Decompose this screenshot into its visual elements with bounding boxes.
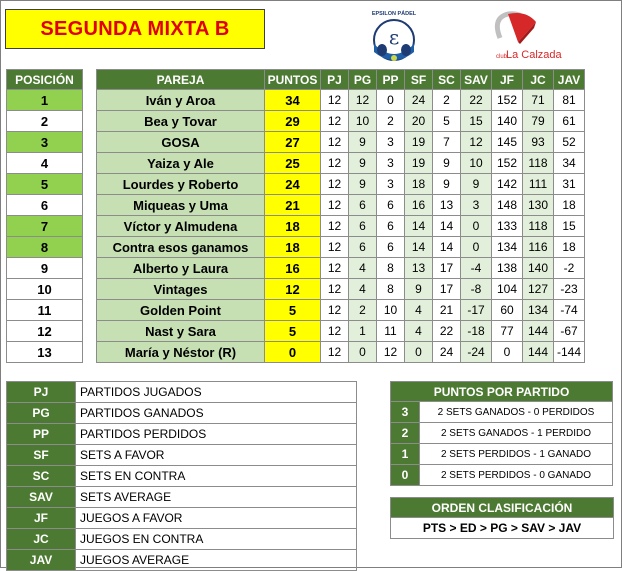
pg-cell: 6 bbox=[349, 216, 377, 237]
legend-row bbox=[7, 403, 357, 424]
pareja-cell: Yaiza y Ale bbox=[97, 153, 265, 174]
orden-clasificacion-table bbox=[390, 497, 614, 539]
header-jc: JC bbox=[523, 70, 554, 90]
table-row bbox=[97, 216, 585, 237]
points-value: 2 bbox=[391, 423, 420, 444]
jc-cell: 118 bbox=[523, 153, 554, 174]
pj-cell: 12 bbox=[321, 153, 349, 174]
table-row bbox=[97, 174, 585, 195]
jc-cell: 79 bbox=[523, 111, 554, 132]
header-posicion: POSICIÓN bbox=[7, 70, 83, 90]
pp-cell: 3 bbox=[377, 174, 405, 195]
pareja-cell: Vintages bbox=[97, 279, 265, 300]
jav-cell: 18 bbox=[554, 237, 585, 258]
puntos-cell: 5 bbox=[265, 300, 321, 321]
sc-cell: 2 bbox=[433, 90, 461, 111]
pp-cell: 6 bbox=[377, 237, 405, 258]
legend-description: PARTIDOS PERDIDOS bbox=[76, 424, 357, 445]
sf-cell: 16 bbox=[405, 195, 433, 216]
pareja-cell: Contra esos ganamos bbox=[97, 237, 265, 258]
sav-cell: -8 bbox=[461, 279, 492, 300]
sav-cell: -24 bbox=[461, 342, 492, 363]
sav-cell: -4 bbox=[461, 258, 492, 279]
position-cell: 10 bbox=[7, 279, 83, 300]
sf-cell: 19 bbox=[405, 132, 433, 153]
sf-cell: 4 bbox=[405, 321, 433, 342]
sc-cell: 21 bbox=[433, 300, 461, 321]
pareja-cell: María y Néstor (R) bbox=[97, 342, 265, 363]
svg-text:ε: ε bbox=[388, 25, 400, 49]
pj-cell: 12 bbox=[321, 300, 349, 321]
legend-row bbox=[7, 382, 357, 403]
legend-row bbox=[7, 445, 357, 466]
position-cell: 8 bbox=[7, 237, 83, 258]
pg-cell: 0 bbox=[349, 342, 377, 363]
pp-cell: 6 bbox=[377, 216, 405, 237]
pareja-cell: Iván y Aroa bbox=[97, 90, 265, 111]
jav-cell: -74 bbox=[554, 300, 585, 321]
header-sav: SAV bbox=[461, 70, 492, 90]
puntos-cell: 5 bbox=[265, 321, 321, 342]
orden-clasificacion-title: ORDEN CLASIFICACIÓN bbox=[391, 498, 614, 518]
pg-cell: 1 bbox=[349, 321, 377, 342]
jav-cell: -23 bbox=[554, 279, 585, 300]
jc-cell: 144 bbox=[523, 321, 554, 342]
pp-cell: 6 bbox=[377, 195, 405, 216]
puntos-cell: 25 bbox=[265, 153, 321, 174]
pg-cell: 4 bbox=[349, 258, 377, 279]
puntos-cell: 18 bbox=[265, 216, 321, 237]
header-puntos: PUNTOS bbox=[265, 70, 321, 90]
header-jav: JAV bbox=[554, 70, 585, 90]
jf-cell: 140 bbox=[492, 111, 523, 132]
legend-key: PP bbox=[7, 424, 76, 445]
jav-cell: 15 bbox=[554, 216, 585, 237]
jf-cell: 145 bbox=[492, 132, 523, 153]
jf-cell: 133 bbox=[492, 216, 523, 237]
puntos-cell: 16 bbox=[265, 258, 321, 279]
legend-key: PG bbox=[7, 403, 76, 424]
pg-cell: 6 bbox=[349, 237, 377, 258]
jf-cell: 60 bbox=[492, 300, 523, 321]
header-pp: PP bbox=[377, 70, 405, 90]
la-calzada-logo bbox=[478, 8, 562, 64]
sav-cell: 0 bbox=[461, 237, 492, 258]
sav-cell: 22 bbox=[461, 90, 492, 111]
jav-cell: -2 bbox=[554, 258, 585, 279]
sc-cell: 5 bbox=[433, 111, 461, 132]
sav-cell: 9 bbox=[461, 174, 492, 195]
table-row bbox=[97, 132, 585, 153]
jf-cell: 142 bbox=[492, 174, 523, 195]
legend-table bbox=[6, 381, 357, 571]
sc-cell: 17 bbox=[433, 279, 461, 300]
table-row bbox=[97, 153, 585, 174]
legend-description: PARTIDOS GANADOS bbox=[76, 403, 357, 424]
jav-cell: 31 bbox=[554, 174, 585, 195]
legend-row bbox=[7, 529, 357, 550]
pj-cell: 12 bbox=[321, 237, 349, 258]
position-cell: 6 bbox=[7, 195, 83, 216]
puntos-cell: 0 bbox=[265, 342, 321, 363]
pareja-cell: Nast y Sara bbox=[97, 321, 265, 342]
sav-cell: 12 bbox=[461, 132, 492, 153]
legend-description: PARTIDOS JUGADOS bbox=[76, 382, 357, 403]
position-cell: 12 bbox=[7, 321, 83, 342]
pp-cell: 8 bbox=[377, 279, 405, 300]
position-cell: 1 bbox=[7, 90, 83, 111]
pj-cell: 12 bbox=[321, 195, 349, 216]
pj-cell: 12 bbox=[321, 132, 349, 153]
jc-cell: 144 bbox=[523, 342, 554, 363]
jf-cell: 0 bbox=[492, 342, 523, 363]
jav-cell: -67 bbox=[554, 321, 585, 342]
pp-cell: 3 bbox=[377, 153, 405, 174]
header-pj: PJ bbox=[321, 70, 349, 90]
jc-cell: 93 bbox=[523, 132, 554, 153]
legend-key: JAV bbox=[7, 550, 76, 571]
pareja-cell: Miqueas y Uma bbox=[97, 195, 265, 216]
points-value: 0 bbox=[391, 465, 420, 486]
points-description: 2 SETS PERDIDOS - 0 GANADO bbox=[420, 465, 613, 486]
legend-description: JUEGOS A FAVOR bbox=[76, 508, 357, 529]
pg-cell: 6 bbox=[349, 195, 377, 216]
pg-cell: 9 bbox=[349, 153, 377, 174]
pj-cell: 12 bbox=[321, 174, 349, 195]
sc-cell: 14 bbox=[433, 237, 461, 258]
jc-cell: 134 bbox=[523, 300, 554, 321]
sf-cell: 9 bbox=[405, 279, 433, 300]
puntos-cell: 12 bbox=[265, 279, 321, 300]
legend-key: SAV bbox=[7, 487, 76, 508]
sav-cell: 15 bbox=[461, 111, 492, 132]
position-cell: 3 bbox=[7, 132, 83, 153]
legend-key: JC bbox=[7, 529, 76, 550]
puntos-cell: 21 bbox=[265, 195, 321, 216]
jc-cell: 118 bbox=[523, 216, 554, 237]
sc-cell: 7 bbox=[433, 132, 461, 153]
position-cell: 9 bbox=[7, 258, 83, 279]
position-table bbox=[6, 69, 83, 363]
header-sf: SF bbox=[405, 70, 433, 90]
svg-text:EPSILON PÁDEL: EPSILON PÁDEL bbox=[371, 11, 417, 17]
jf-cell: 77 bbox=[492, 321, 523, 342]
puntos-cell: 34 bbox=[265, 90, 321, 111]
pp-cell: 12 bbox=[377, 342, 405, 363]
sc-cell: 9 bbox=[433, 174, 461, 195]
jc-cell: 111 bbox=[523, 174, 554, 195]
pj-cell: 12 bbox=[321, 90, 349, 111]
pj-cell: 12 bbox=[321, 216, 349, 237]
pg-cell: 4 bbox=[349, 279, 377, 300]
sf-cell: 0 bbox=[405, 342, 433, 363]
pp-cell: 10 bbox=[377, 300, 405, 321]
legend-key: PJ bbox=[7, 382, 76, 403]
sc-cell: 9 bbox=[433, 153, 461, 174]
epsilon-padel-logo bbox=[365, 8, 423, 64]
points-description: 2 SETS GANADOS - 1 PERDIDO bbox=[420, 423, 613, 444]
jc-cell: 127 bbox=[523, 279, 554, 300]
sf-cell: 19 bbox=[405, 153, 433, 174]
puntos-cell: 27 bbox=[265, 132, 321, 153]
table-row bbox=[97, 111, 585, 132]
legend-description: SETS EN CONTRA bbox=[76, 466, 357, 487]
sc-cell: 14 bbox=[433, 216, 461, 237]
legend-description: SETS AVERAGE bbox=[76, 487, 357, 508]
sav-cell: -18 bbox=[461, 321, 492, 342]
table-row bbox=[97, 258, 585, 279]
sf-cell: 14 bbox=[405, 216, 433, 237]
pareja-cell: Víctor y Almudena bbox=[97, 216, 265, 237]
jav-cell: 18 bbox=[554, 195, 585, 216]
jav-cell: 61 bbox=[554, 111, 585, 132]
header-pareja: PAREJA bbox=[97, 70, 265, 90]
sf-cell: 4 bbox=[405, 300, 433, 321]
position-cell: 5 bbox=[7, 174, 83, 195]
jav-cell: 81 bbox=[554, 90, 585, 111]
svg-text:club: club bbox=[496, 54, 508, 60]
pj-cell: 12 bbox=[321, 279, 349, 300]
pg-cell: 10 bbox=[349, 111, 377, 132]
jc-cell: 140 bbox=[523, 258, 554, 279]
table-row bbox=[97, 279, 585, 300]
puntos-cell: 18 bbox=[265, 237, 321, 258]
legend-row bbox=[7, 508, 357, 529]
sav-cell: 0 bbox=[461, 216, 492, 237]
table-row bbox=[97, 237, 585, 258]
jf-cell: 134 bbox=[492, 237, 523, 258]
sc-cell: 24 bbox=[433, 342, 461, 363]
jav-cell: -144 bbox=[554, 342, 585, 363]
jf-cell: 148 bbox=[492, 195, 523, 216]
pp-cell: 2 bbox=[377, 111, 405, 132]
sav-cell: -17 bbox=[461, 300, 492, 321]
svg-text:La Calzada: La Calzada bbox=[506, 49, 562, 61]
puntos-por-partido-title: PUNTOS POR PARTIDO bbox=[391, 382, 613, 402]
table-row bbox=[97, 195, 585, 216]
sf-cell: 13 bbox=[405, 258, 433, 279]
table-row bbox=[97, 300, 585, 321]
legend-key: SF bbox=[7, 445, 76, 466]
legend-row bbox=[7, 424, 357, 445]
sf-cell: 14 bbox=[405, 237, 433, 258]
header-jf: JF bbox=[492, 70, 523, 90]
jc-cell: 130 bbox=[523, 195, 554, 216]
pareja-cell: GOSA bbox=[97, 132, 265, 153]
table-row bbox=[97, 90, 585, 111]
table-row bbox=[97, 342, 585, 363]
points-description: 2 SETS PERDIDOS - 1 GANADO bbox=[420, 444, 613, 465]
legend-key: SC bbox=[7, 466, 76, 487]
position-cell: 13 bbox=[7, 342, 83, 363]
pp-cell: 11 bbox=[377, 321, 405, 342]
legend-description: SETS A FAVOR bbox=[76, 445, 357, 466]
position-cell: 7 bbox=[7, 216, 83, 237]
pj-cell: 12 bbox=[321, 321, 349, 342]
sf-cell: 24 bbox=[405, 90, 433, 111]
sf-cell: 20 bbox=[405, 111, 433, 132]
puntos-cell: 24 bbox=[265, 174, 321, 195]
legend-row bbox=[7, 466, 357, 487]
orden-clasificacion-value: PTS > ED > PG > SAV > JAV bbox=[391, 518, 614, 539]
points-description: 2 SETS GANADOS - 0 PERDIDOS bbox=[420, 402, 613, 423]
pg-cell: 2 bbox=[349, 300, 377, 321]
header-sc: SC bbox=[433, 70, 461, 90]
pj-cell: 12 bbox=[321, 258, 349, 279]
jav-cell: 52 bbox=[554, 132, 585, 153]
pj-cell: 12 bbox=[321, 342, 349, 363]
jf-cell: 152 bbox=[492, 153, 523, 174]
position-cell: 11 bbox=[7, 300, 83, 321]
points-value: 1 bbox=[391, 444, 420, 465]
pareja-cell: Alberto y Laura bbox=[97, 258, 265, 279]
pp-cell: 8 bbox=[377, 258, 405, 279]
sav-cell: 10 bbox=[461, 153, 492, 174]
sc-cell: 22 bbox=[433, 321, 461, 342]
legend-row bbox=[7, 487, 357, 508]
pareja-cell: Lourdes y Roberto bbox=[97, 174, 265, 195]
standings-table bbox=[96, 69, 585, 363]
jav-cell: 34 bbox=[554, 153, 585, 174]
legend-description: JUEGOS EN CONTRA bbox=[76, 529, 357, 550]
position-cell: 4 bbox=[7, 153, 83, 174]
sc-cell: 17 bbox=[433, 258, 461, 279]
legend-description: JUEGOS AVERAGE bbox=[76, 550, 357, 571]
jf-cell: 138 bbox=[492, 258, 523, 279]
pareja-cell: Golden Point bbox=[97, 300, 265, 321]
sf-cell: 18 bbox=[405, 174, 433, 195]
points-value: 3 bbox=[391, 402, 420, 423]
jc-cell: 71 bbox=[523, 90, 554, 111]
pp-cell: 3 bbox=[377, 132, 405, 153]
table-row bbox=[97, 321, 585, 342]
position-cell: 2 bbox=[7, 111, 83, 132]
puntos-cell: 29 bbox=[265, 111, 321, 132]
jf-cell: 152 bbox=[492, 90, 523, 111]
pg-cell: 9 bbox=[349, 132, 377, 153]
pg-cell: 9 bbox=[349, 174, 377, 195]
pg-cell: 12 bbox=[349, 90, 377, 111]
sav-cell: 3 bbox=[461, 195, 492, 216]
pj-cell: 12 bbox=[321, 111, 349, 132]
pp-cell: 0 bbox=[377, 90, 405, 111]
legend-key: JF bbox=[7, 508, 76, 529]
puntos-por-partido-table bbox=[390, 381, 613, 486]
header-pg: PG bbox=[349, 70, 377, 90]
sc-cell: 13 bbox=[433, 195, 461, 216]
jf-cell: 104 bbox=[492, 279, 523, 300]
jc-cell: 116 bbox=[523, 237, 554, 258]
pareja-cell: Bea y Tovar bbox=[97, 111, 265, 132]
legend-row bbox=[7, 550, 357, 571]
page-title: SEGUNDA MIXTA B bbox=[5, 9, 265, 49]
